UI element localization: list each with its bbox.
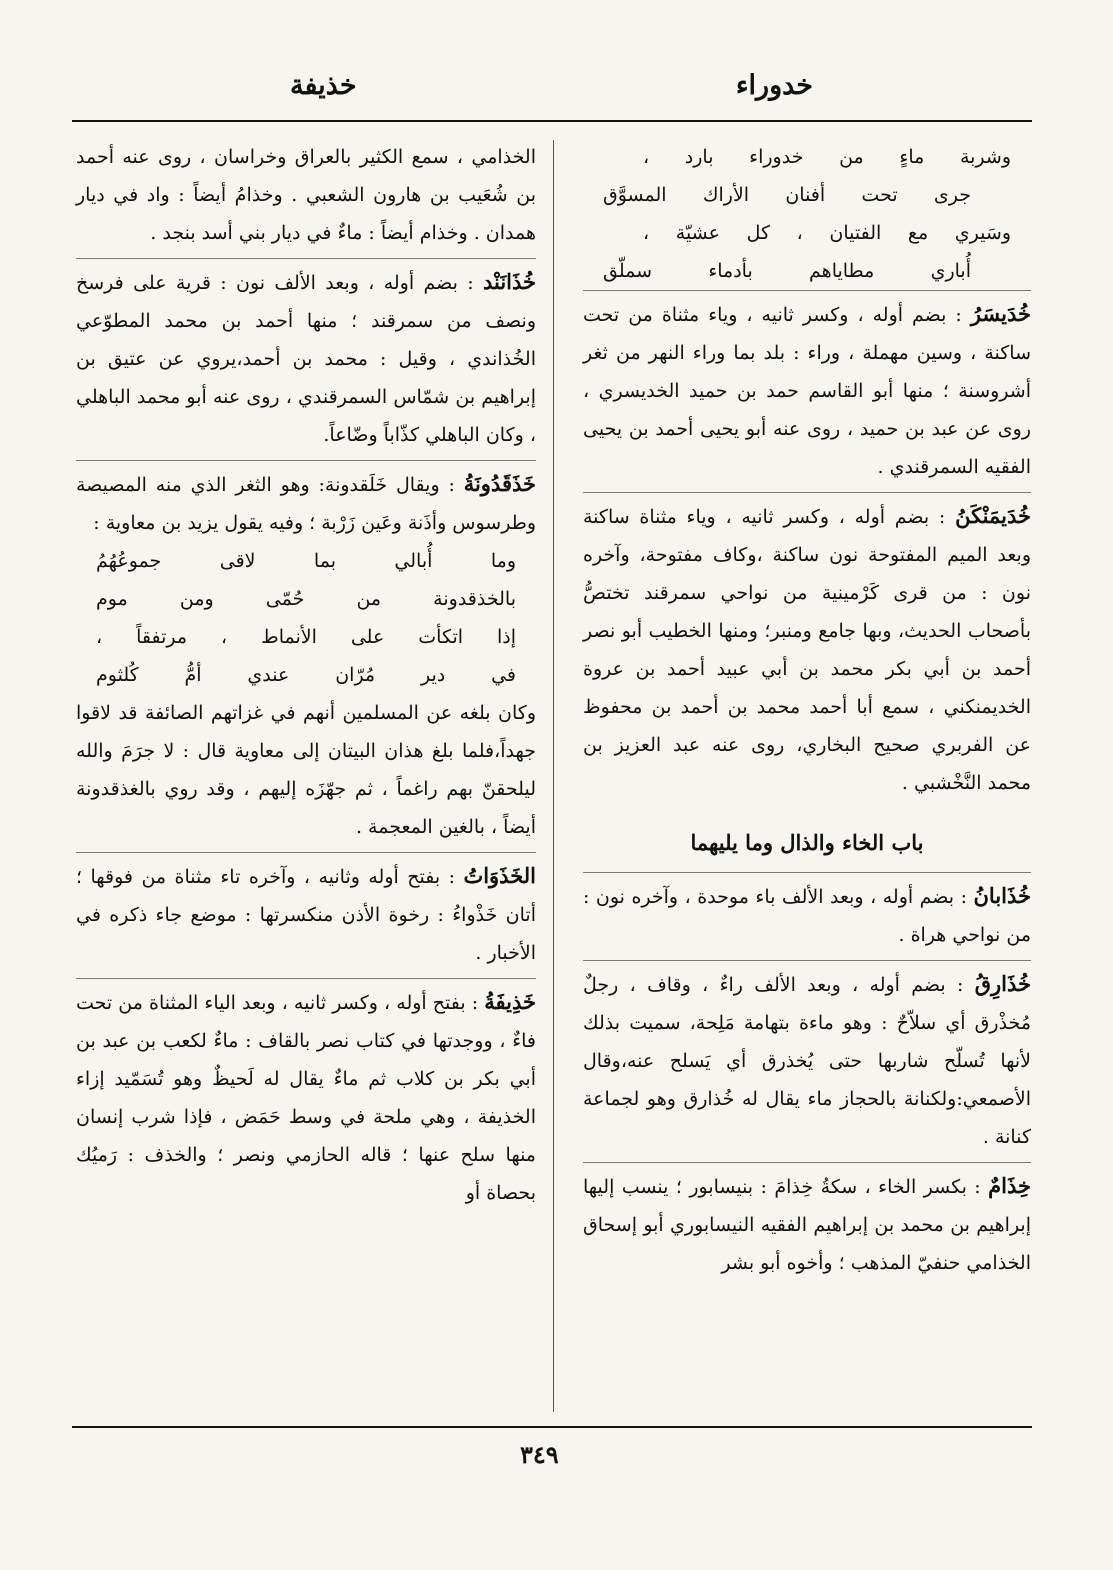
entry-text: : بضم أوله ، وبعد الألف نون : قرية على فرسخ ونصف من سمرقند ؛ منها أحمد بن محمد المطوّعي الخُذاندي ، وقيل : محمد بن أحمد،يروي عن عتيق بن إبراهيم بن شمّاس السمرقندي ، روى عنه أبو محمد الباهلي ، وكان الباهلي كذّاباً وضّاعاً.	[76, 272, 536, 446]
column-divider	[553, 140, 554, 1412]
entry-text: : بضم أوله ، وبعد الألف باء موحدة ، وآخره نون : من نواحي هراة .	[583, 886, 1031, 946]
entry-khudhariq	[583, 960, 1031, 1156]
entry-text: : بفتح أوله وثانيه ، وآخره تاء مثناة من فوقها ؛ أتان خَذْواءُ : رخوة الأذن منكسرتها : موضع جاء ذكره في الأخبار .	[76, 866, 536, 964]
entry-khudhaban	[583, 872, 1031, 954]
headword: خُدَيسَرُ	[970, 301, 1031, 326]
headword: خُذَارِقُ	[974, 971, 1031, 996]
poem-yazid	[76, 542, 536, 694]
entry-khidham	[583, 1162, 1031, 1282]
chapter-heading: باب الخاء والذال وما يليهما	[690, 830, 924, 855]
poem-verse: وما أُبالي بما لاقى جموعُهُمُ	[96, 550, 516, 572]
headword: خُدَيمَنْكَنُ	[955, 503, 1031, 528]
entry-text: وكان بلغه عن المسلمين أنهم في غزاتهم الصائفة قد لاقوا جهداً،فلما بلغ هذان البيتان إلى معاوية قال : لا جرَمَ والله ليلحقنّ بهم راغماً ، ثم جهّزَه إليهم ، وقد روي بالغذقدونة أيضاً ، بالغين المعجمة .	[76, 702, 536, 838]
left-column	[76, 138, 536, 1218]
headword: خِذَامٌ	[988, 1173, 1031, 1198]
poem-verse: إذا اتكأت على الأنماط ، مرتفقاً ،	[96, 626, 516, 648]
poem-verse: وشربة ماءٍ من خدوراء بارد ،	[643, 146, 1011, 168]
headword: الخَذَوَاتُ	[463, 863, 536, 888]
poem-verse: أُباري مطاياهم بأدماء سملّق	[603, 260, 971, 282]
poem-verse: في دير مُرّان عندي أمُّ كُلثوم	[96, 664, 516, 686]
headword: خُذَانَنْد	[482, 269, 537, 294]
entry-khudhanand	[76, 258, 536, 454]
poem-khaduraa	[583, 138, 1031, 290]
entry-text: : بفتح أوله ، وكسر ثانيه ، وبعد الياء المثناة من تحت فاءٌ ، ووجدتها في كتاب نصر بالقاف : ماءٌ لكعب بن عبد بن أبي بكر بن كلاب ثم ماءٌ يقال له لَحيظٌ وهو تُسَمّيد إزاء الخذيفة ، وهي ملحة في وسط حَمَض ، فإذا شرب إنسان منها سلح عنها ؛ قاله الحازمي ونصر ؛ والخذف : رَميُك بحصاة أو	[76, 992, 536, 1204]
entry-text: : ويقال خَلَقدونة: وهو الثغر الذي منه المصيصة وطرسوس وأذَنة وعَين زَرْبة ؛ وفيه يقول يزيد بن معاوية :	[76, 474, 536, 534]
right-column	[583, 138, 1031, 1288]
headword: خُذَابانُ	[973, 883, 1032, 908]
header-rule	[72, 120, 1032, 122]
headword: خَذَقَدُونَةُ	[463, 471, 536, 496]
headword: خَذِيفَةُ	[484, 989, 536, 1014]
poem-verse: بالخذقدونة من حُمّى ومن موم	[96, 588, 516, 610]
entry-text: : بضم أوله ، وكسر ثانيه ، وياء مثناة ساكنة وبعد الميم المفتوحة نون ساكنة ،وكاف مفتوحة، وآخره نون : من قرى كَرْمينية من نواحي سمرقند تختصُّ بأصحاب الحديث، وبها جامع ومنبر؛ ومنها الخطيب أبو نصر أحمد بن أبي بكر محمد بن أبي عبيد أحمد بن عروة الخديمنكني ، سمع أبا أحمد محمد بن أحمد بن محفوظ عن الفربري صحيح البخاري، روى عنه عبد العزيز بن محمد النَّخْشبي .	[583, 506, 1031, 794]
running-header-left: خذيفة	[290, 70, 357, 101]
entry-text: : بضم أوله ، وبعد الألف راءٌ ، وقاف ، رجلٌ مُخذْرق أي سلاّحٌ : وهو ماءة بتهامة مَلِحة، سميت بذلك لأنها تُسلّح شاربها حتى يُخذرق أي يَسلح عنه،وقال الأصمعي:ولكنانة بالحجاز ماء يقال له خُذارق وهو لجماعة كنانة .	[583, 974, 1031, 1148]
entry-khadhaqdawna	[76, 460, 536, 846]
entry-text: : بكسر الخاء ، سكةُ خِذامَ : بنيسابور ؛ ينسب إليها إبراهيم بن محمد بن إبراهيم الفقيه النيسابوري أبو إسحاق الخذامي حنفيّ المذهب ؛ وأخوه أبو بشر	[583, 1176, 1031, 1274]
running-header-right: خدوراء	[735, 70, 813, 101]
entry-khadhifa	[76, 978, 536, 1212]
entry-text: : بضم أوله ، وكسر ثانيه ، وياء مثناة من تحت ساكنة ، وسين مهملة ، وراء : بلد بما وراء النهر من ثغر أشروسنة ؛ منها أبو القاسم حمد بن حميد الخديسري ، روى عن عبد بن حميد ، روى عنه أبو يحيى أحمد بن يحيى الفقيه السمرقندي .	[583, 304, 1031, 478]
entry-khadhawat	[76, 852, 536, 972]
entry-khudaymankan	[583, 492, 1031, 802]
footer-rule	[72, 1426, 1032, 1428]
poem-verse: جرى تحت أفنان الأراك المسوَّق	[603, 184, 971, 206]
entry-khudaysar	[583, 290, 1031, 486]
page-number: ٣٤٩	[520, 1440, 559, 1469]
entry-text: الخذامي ، سمع الكثير بالعراق وخراسان ، روى عنه أحمد بن شُعَيب بن هارون الشعبي . وخذامُ أيضاً : واد في ديار همدان . وخذام أيضاً : ماءٌ في ديار بني أسد بنجد .	[76, 146, 536, 244]
poem-verse: وسَيري مع الفتيان ، كل عشيّة ،	[643, 222, 1011, 244]
entry-khidham-continued	[76, 138, 536, 252]
